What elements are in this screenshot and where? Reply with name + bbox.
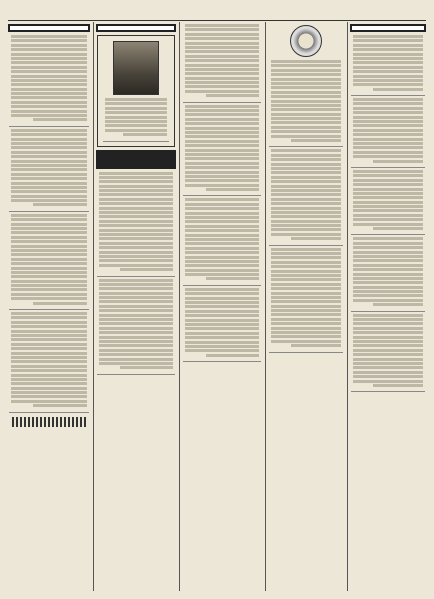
notice	[183, 198, 261, 285]
notice	[351, 35, 425, 96]
notice	[9, 129, 89, 212]
column-4-header	[96, 24, 176, 32]
notice	[103, 98, 169, 142]
notice	[183, 288, 261, 362]
notice	[351, 314, 425, 393]
column-2	[265, 22, 346, 591]
portrait-photo	[113, 41, 159, 95]
column-5-header	[8, 24, 90, 32]
emblem-icon	[290, 25, 322, 57]
notice	[269, 248, 343, 353]
notice	[9, 35, 89, 127]
column-4	[93, 22, 178, 591]
notice	[351, 170, 425, 235]
notice	[183, 105, 261, 197]
notice	[183, 24, 261, 103]
notice	[269, 60, 343, 147]
column-3	[179, 22, 264, 591]
column-1-header	[350, 24, 426, 32]
notice	[97, 279, 175, 375]
notice-with-photo	[97, 35, 175, 147]
notice	[351, 237, 425, 311]
page-header-bar	[8, 6, 426, 21]
column-5	[6, 22, 92, 591]
notice	[269, 149, 343, 245]
notice	[9, 312, 89, 413]
column-1	[347, 22, 428, 591]
notice	[351, 98, 425, 168]
notice	[97, 172, 175, 277]
condolence-header	[96, 150, 176, 169]
ornamental-divider	[12, 417, 86, 427]
notice	[9, 214, 89, 310]
